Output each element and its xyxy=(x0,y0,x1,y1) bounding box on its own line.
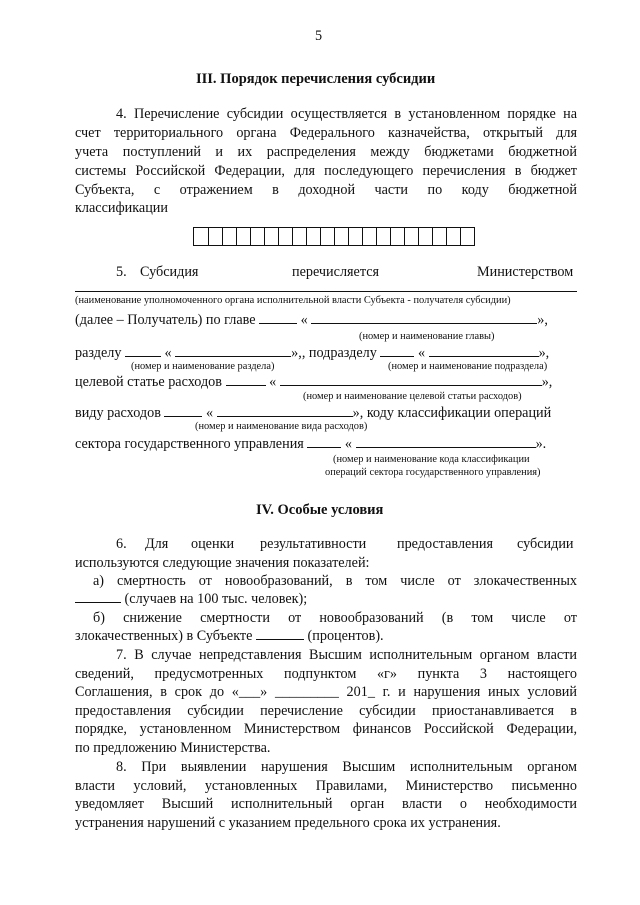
close-quote: », xyxy=(291,345,302,361)
item-a-line-2 xyxy=(75,591,307,608)
code-box-cell xyxy=(278,228,292,245)
open-quote: « xyxy=(269,374,277,390)
chapter-name-blank xyxy=(311,322,537,324)
p4-line-2: счет территориального органа Федерального казначейства, открытый для xyxy=(75,125,577,141)
article-line xyxy=(75,374,552,391)
section-4-heading: IV. Особые условия xyxy=(256,502,384,518)
code-box-cell xyxy=(460,228,474,245)
code-box-cell xyxy=(292,228,306,245)
kind-prefix: виду расходов xyxy=(75,405,161,421)
code-box-cell xyxy=(404,228,418,245)
p5-word-4: Министерством xyxy=(477,264,574,280)
item-b-suffix: (процентов). xyxy=(307,628,384,644)
authority-line xyxy=(75,291,577,292)
p7-line-6: по предложению Министерства. xyxy=(75,740,271,756)
item-a-line-1: а) смертность от новообразований, в том числе от злокачественных xyxy=(93,573,577,589)
p7-line-4: предоставления субсидии перечисление субсидии приостанавливается в xyxy=(75,703,577,719)
code-box-cell xyxy=(390,228,404,245)
code-box-cell xyxy=(250,228,264,245)
open-quote: « xyxy=(206,405,214,421)
p5-word-3: перечисляется xyxy=(292,264,380,280)
open-quote: « xyxy=(417,345,426,361)
p7-line-3: Соглашения, в срок до «___» _________ 201_ г. и нарушения иных условий xyxy=(75,684,577,700)
code-box-cell xyxy=(264,228,278,245)
kind-suffix: » xyxy=(352,405,360,421)
kind-suffix-text: , коду классификации операций xyxy=(359,405,552,421)
open-quote: « xyxy=(300,312,308,328)
code-box-cell xyxy=(306,228,320,245)
caption-chapter: (номер и наименование главы) xyxy=(359,331,495,342)
p7-line-2: сведений, предусмотренных подпунктом «г» пункта 3 настоящего xyxy=(75,666,577,682)
section-number-blank xyxy=(125,355,161,357)
code-box-cell xyxy=(334,228,348,245)
kind-line xyxy=(75,405,551,422)
article-name-blank xyxy=(280,384,542,386)
caption-kind: (номер и наименование вида расходов) xyxy=(195,421,368,432)
p8-line-3: уведомляет Высший исполнительный орган власти о необходимости xyxy=(75,796,577,812)
item-a-blank xyxy=(75,601,121,603)
p8-line-4: устранения нарушений с указанием предельного срока их устранения. xyxy=(75,815,501,831)
article-number-blank xyxy=(226,384,266,386)
caption-subsection: (номер и наименование подраздела) xyxy=(388,361,548,372)
caption-article: (номер и наименование целевой статьи расходов) xyxy=(303,391,522,402)
caption-sector-1: (номер и наименование кода классификации xyxy=(333,454,530,465)
sector-name-blank xyxy=(356,446,536,448)
caption-section: (номер и наименование раздела) xyxy=(131,361,275,372)
item-b-line-2 xyxy=(75,628,384,645)
open-quote: « xyxy=(164,345,172,361)
caption-sector-2: операций сектора государственного управления) xyxy=(325,467,541,478)
close-quote: », xyxy=(537,312,548,328)
code-box-cell xyxy=(432,228,446,245)
section-3-heading: III. Порядок перечисления субсидии xyxy=(196,71,436,87)
p8-line-1: 8. При выявлении нарушения Высшим исполнительным органом xyxy=(116,759,577,775)
p5-word-1: 5. xyxy=(116,264,127,280)
budget-code-boxes xyxy=(193,227,475,246)
subsection-prefix: , подразделу xyxy=(301,345,377,361)
p4-line-4: системы Российской Федерации, для последующего перечисления в бюджет xyxy=(75,163,577,179)
p6-word-5: предоставления xyxy=(397,536,494,552)
p6-word-3: оценки xyxy=(191,536,235,552)
code-box-cell xyxy=(320,228,334,245)
caption-authority: (наименование уполномоченного органа исполнительной власти Субъекта - получателя субсидии) xyxy=(75,295,511,306)
code-box-cell xyxy=(418,228,432,245)
p8-line-2: власти условий, установленных Правилами, Министерство письменно xyxy=(75,778,577,794)
sector-number-blank xyxy=(307,446,341,448)
kind-name-blank xyxy=(217,415,353,417)
recipient-prefix: (далее – Получатель) по главе xyxy=(75,312,256,328)
kind-number-blank xyxy=(164,415,202,417)
code-box-cell xyxy=(236,228,250,245)
code-box-cell xyxy=(376,228,390,245)
subsection-name-blank xyxy=(429,355,539,357)
p4-line-6: классификации xyxy=(75,200,168,216)
item-b-prefix: злокачественных) в Субъекте xyxy=(75,628,253,644)
p4-line-5: Субъекта, с отражением в доходной части по коду бюджетной xyxy=(75,182,577,198)
section-line xyxy=(75,345,549,362)
recipient-line xyxy=(75,312,548,329)
p5-word-2: Субсидия xyxy=(140,264,199,280)
code-box-cell xyxy=(362,228,376,245)
p6-line-2: используются следующие значения показателей: xyxy=(75,555,370,571)
section-prefix: разделу xyxy=(75,345,122,361)
article-prefix: целевой статье расходов xyxy=(75,374,222,390)
close-quote: ». xyxy=(535,436,547,452)
code-box-cell xyxy=(194,228,208,245)
code-box-cell xyxy=(446,228,460,245)
p6-word-4: результативности xyxy=(260,536,367,552)
item-b-blank xyxy=(256,638,304,640)
close-quote: », xyxy=(538,345,550,361)
page-number: 5 xyxy=(315,28,323,44)
p6-word-2: Для xyxy=(145,536,169,552)
sector-line xyxy=(75,436,546,453)
subsection-number-blank xyxy=(380,355,414,357)
chapter-number-blank xyxy=(259,322,297,324)
item-a-unit: (случаев на 100 тыс. человек); xyxy=(124,591,308,607)
item-b-line-1: б) снижение смертности от новообразований (в том числе от xyxy=(93,610,577,626)
close-quote: », xyxy=(541,374,553,390)
code-box-cell xyxy=(208,228,222,245)
p7-line-1: 7. В случае непредставления Высшим исполнительным органом власти xyxy=(116,647,577,663)
code-box-cell xyxy=(222,228,236,245)
sector-prefix: сектора государственного управления xyxy=(75,436,304,452)
code-box-cell xyxy=(348,228,362,245)
section-name-blank xyxy=(175,355,291,357)
p6-word-1: 6. xyxy=(116,536,127,552)
p4-line-3: учета поступлений и их распределения между бюджетами бюджетной xyxy=(75,144,577,160)
p4-line-1: 4. Перечисление субсидии осуществляется в установленном порядке на xyxy=(116,106,577,122)
p6-word-6: субсидии xyxy=(517,536,574,552)
p7-line-5: порядке, установленном Министерством финансов Российской Федерации, xyxy=(75,721,577,737)
open-quote: « xyxy=(344,436,353,452)
